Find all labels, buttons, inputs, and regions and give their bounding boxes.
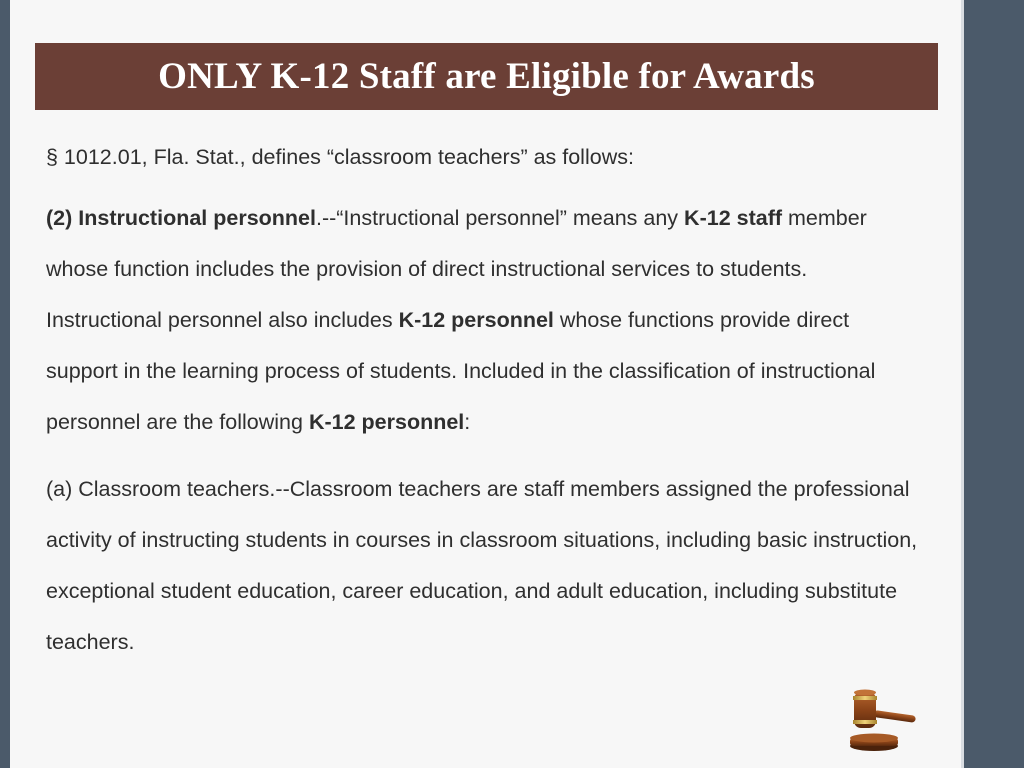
definition-bold-2: K-12 personnel	[398, 308, 554, 332]
gavel-icon	[840, 684, 920, 754]
statute-intro: § 1012.01, Fla. Stat., defines “classroom teachers” as follows:	[46, 145, 634, 169]
definition-heading: (2) Instructional personnel	[46, 206, 316, 230]
left-accent-bar	[0, 0, 10, 768]
definition-bold-3: K-12 personnel	[308, 410, 465, 434]
slide-title: ONLY K-12 Staff are Eligible for Awards	[158, 56, 815, 97]
right-accent-bar	[964, 0, 1024, 768]
definition-text-2: member whose function includes the provision of direct instructional services to students. Instructional personnel also includes	[46, 206, 867, 332]
definition-bold-1: K-12 staff	[684, 206, 783, 230]
clause-a-paragraph: (a) Classroom teachers.--Classroom teachers are staff members assigned the professional activity of instructing students in courses in classroom situations, including basic instruction, exceptional student education, career education, and adult education, including substitute teachers.	[46, 477, 918, 654]
title-banner	[35, 43, 938, 110]
definition-text-4: :	[464, 410, 471, 434]
definition-text-3: whose functions provide direct support in the learning process of students. Included in the classification of instructional personnel are the following	[46, 308, 876, 434]
definition-text-1: .--“Instructional personnel” means any	[315, 206, 685, 230]
slide-body	[46, 132, 926, 668]
definition-paragraph	[46, 193, 926, 448]
